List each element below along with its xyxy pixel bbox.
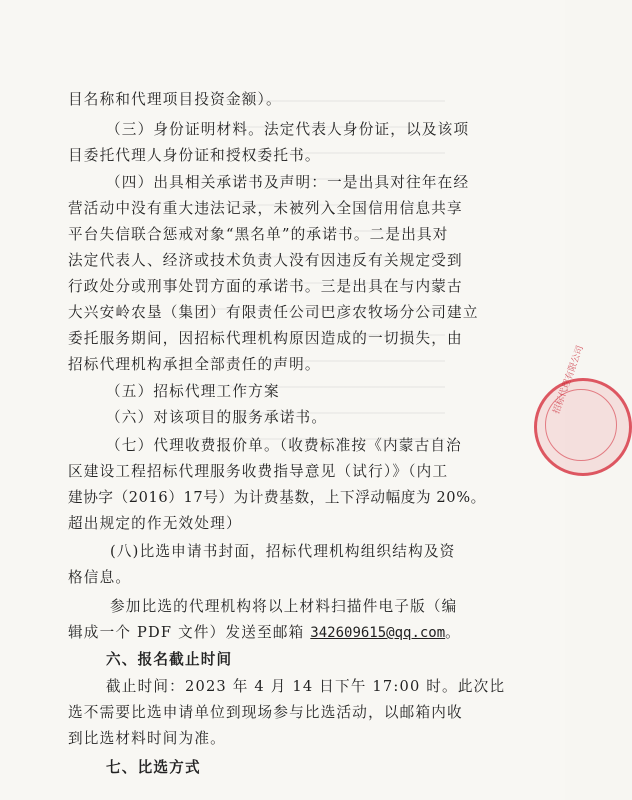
paragraph-line: 法定代表人、经济或技术负责人没有因违反有关规定受到 <box>68 252 463 269</box>
paragraph-line: 建协字（2016）17号）为计费基数，上下浮动幅度为 20%。 <box>68 489 486 506</box>
email-suffix: 。 <box>445 624 461 641</box>
official-seal-stamp <box>534 344 632 476</box>
paragraph-line: 平台失信联合惩戒对象“黑名单”的承诺书。二是出具对 <box>68 226 449 243</box>
section-heading: 七、比选方式 <box>106 759 201 776</box>
paragraph-line: （六）对该项目的服务承诺书。 <box>106 409 328 426</box>
paragraph-line: 选不需要比选申请单位到现场参与比选活动，以邮箱内收 <box>68 704 463 721</box>
section-heading: 六、报名截止时间 <box>106 651 233 668</box>
paragraph-line: （三）身份证明材料。法定代表人身份证，以及该项 <box>106 121 470 138</box>
paragraph-line: 招标代理机构承担全部责任的声明。 <box>68 356 321 373</box>
paragraph-line: 目名称和代理项目投资金额）。 <box>68 91 282 108</box>
paragraph-line: 格信息。 <box>68 569 132 586</box>
paragraph-line: 行政处分或刑事处罚方面的承诺书。三是出具在与内蒙古 <box>68 278 463 295</box>
paragraph-line: 截止时间：2023 年 4 月 14 日下午 17:00 时。此次比 <box>106 678 506 695</box>
email-lead-text: 辑成一个 PDF 文件）发送至邮箱 <box>68 624 305 641</box>
paragraph-line: 区建设工程招标代理服务收费指导意见（试行）》（内工 <box>68 463 449 480</box>
paragraph-line: 大兴安岭农垦（集团）有限责任公司巴彦农牧场分公司建立 <box>68 304 479 321</box>
email-link[interactable]: 342609615@qq.com <box>310 625 446 641</box>
paragraph-line: 参加比选的代理机构将以上材料扫描件电子版（编 <box>110 598 458 615</box>
paragraph-line: 委托服务期间，因招标代理机构原因造成的一切损失，由 <box>68 330 463 347</box>
email-line <box>68 623 508 643</box>
paragraph-line: (八)比选申请书封面，招标代理机构组织结构及资 <box>110 543 456 560</box>
paragraph-line: 营活动中没有重大违法记录，未被列入全国信用信息共享 <box>68 200 463 217</box>
paragraph-line: 到比选材料时间为准。 <box>68 730 226 747</box>
paragraph-line: （四）出具相关承诺书及声明：一是出具对往年在经 <box>106 174 470 191</box>
paragraph-line: 目委托代理人身份证和授权委托书。 <box>68 147 321 164</box>
paragraph-line: （五）招标代理工作方案 <box>106 383 280 400</box>
paragraph-line: （七）代理收费报价单。（收费标准按《内蒙古自治 <box>106 437 462 454</box>
seal-lettering: 招标代理有限公司 <box>551 344 586 416</box>
paragraph-line: 超出规定的作无效处理） <box>68 515 242 532</box>
